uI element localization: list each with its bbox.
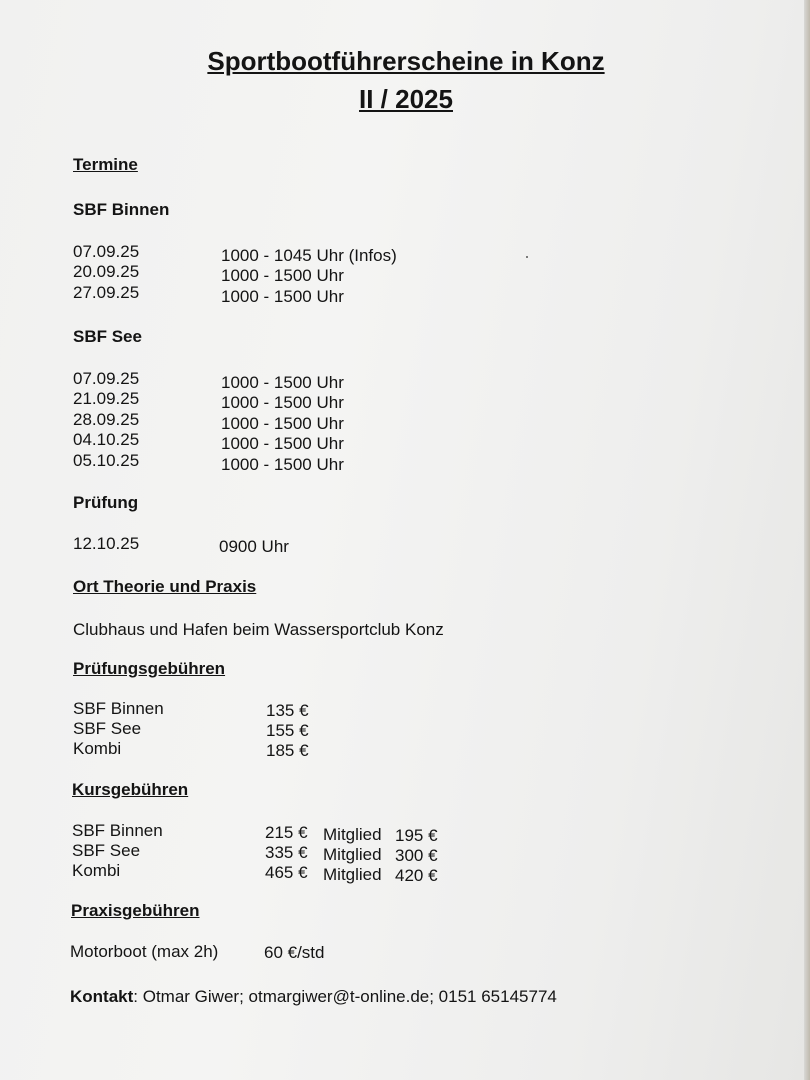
kg-label-2: SBF See xyxy=(72,841,141,860)
kg-price-2: 335 € xyxy=(265,843,308,862)
kg-member-price-1: 195 € xyxy=(395,826,438,845)
binnen-time-3: 1000 - 1500 Uhr xyxy=(221,287,344,306)
praxis-price: 60 €/std xyxy=(264,943,325,962)
binnen-heading: SBF Binnen xyxy=(73,200,170,219)
see-time-4: 1000 - 1500 Uhr xyxy=(221,434,344,453)
see-date-2: 21.09.25 xyxy=(73,389,140,408)
kg-member-label-1: Mitglied xyxy=(323,825,382,844)
pg-label-3: Kombi xyxy=(73,739,122,758)
pg-price-1: 135 € xyxy=(266,701,309,720)
kg-price-3: 465 € xyxy=(265,863,308,882)
pruefung-time: 0900 Uhr xyxy=(219,537,289,556)
see-date-5: 05.10.25 xyxy=(73,451,140,470)
see-time-5: 1000 - 1500 Uhr xyxy=(221,455,344,474)
praxis-label: Motorboot (max 2h) xyxy=(70,942,219,961)
pg-label-1: SBF Binnen xyxy=(73,699,164,718)
pg-label-2: SBF See xyxy=(73,719,142,738)
kontakt-label: Kontakt xyxy=(70,987,134,1006)
kg-member-label-2: Mitglied xyxy=(323,845,382,864)
see-time-2: 1000 - 1500 Uhr xyxy=(221,393,344,412)
binnen-time-1: 1000 - 1045 Uhr (Infos) xyxy=(221,246,397,265)
kursgebuehren-heading: Kursgebühren xyxy=(72,780,189,799)
pruefung-heading: Prüfung xyxy=(73,493,139,512)
kg-member-price-3: 420 € xyxy=(395,866,438,885)
binnen-date-2: 20.09.25 xyxy=(73,262,140,281)
pg-price-3: 185 € xyxy=(266,741,309,760)
kontakt-text: : Otmar Giwer; otmargiwer@t-online.de; 0151 65145774 xyxy=(133,987,557,1006)
ort-heading: Ort Theorie und Praxis xyxy=(73,577,257,596)
termine-heading: Termine xyxy=(73,155,138,174)
kg-label-1: SBF Binnen xyxy=(72,821,163,840)
ort-text: Clubhaus und Hafen beim Wassersportclub Konz xyxy=(73,620,444,639)
praxisgebuehren-heading: Praxisgebühren xyxy=(71,901,200,920)
binnen-date-3: 27.09.25 xyxy=(73,283,140,302)
see-heading: SBF See xyxy=(73,327,142,346)
see-date-1: 07.09.25 xyxy=(73,369,140,388)
binnen-time-2: 1000 - 1500 Uhr xyxy=(221,266,344,285)
title-line-2: II / 2025 xyxy=(359,84,453,114)
pruefungsgebuehren-heading: Prüfungsgebühren xyxy=(73,659,226,678)
see-date-3: 28.09.25 xyxy=(73,410,140,429)
kg-label-3: Kombi xyxy=(72,861,121,880)
see-date-4: 04.10.25 xyxy=(73,430,140,449)
pg-price-2: 155 € xyxy=(266,721,309,740)
kg-price-1: 215 € xyxy=(265,823,308,842)
kontakt-line xyxy=(70,987,557,1007)
see-time-3: 1000 - 1500 Uhr xyxy=(221,414,344,433)
see-time-1: 1000 - 1500 Uhr xyxy=(221,373,344,392)
title-line-1: Sportbootführerscheine in Konz xyxy=(207,46,605,76)
kg-member-price-2: 300 € xyxy=(395,846,438,865)
pruefung-date: 12.10.25 xyxy=(73,534,140,553)
kg-member-label-3: Mitglied xyxy=(323,865,382,884)
binnen-date-1: 07.09.25 xyxy=(73,242,140,261)
